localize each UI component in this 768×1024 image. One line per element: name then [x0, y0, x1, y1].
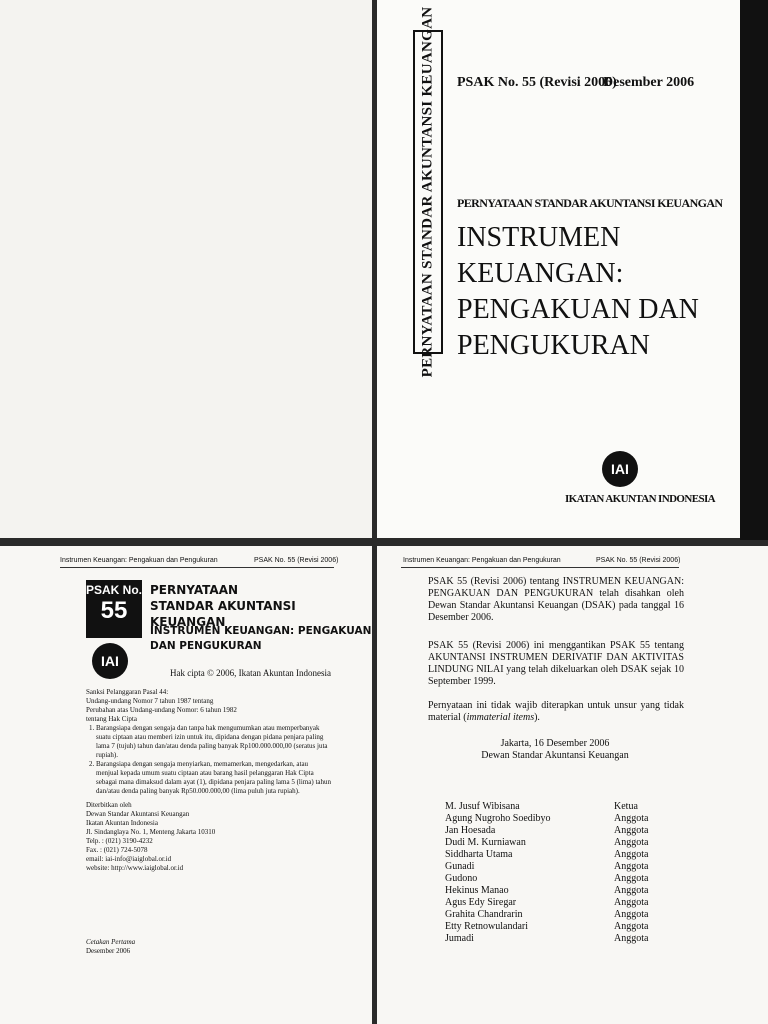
statement-title — [150, 582, 372, 630]
iai-logo: IAI — [92, 643, 128, 679]
member-name: Siddharta Utama — [445, 849, 513, 860]
member-role: Ketua — [614, 801, 638, 812]
member-role: Anggota — [614, 837, 649, 848]
para3-text: Pernyataan ini tidak wajib diterapkan untuk unsur yang tidak material ( — [428, 700, 684, 723]
running-head-right: PSAK No. 55 (Revisi 2006) — [596, 557, 681, 564]
member-role: Anggota — [614, 873, 649, 884]
cover-page — [377, 0, 740, 538]
statement-line: PERNYATAAN — [150, 583, 239, 597]
printing-info — [86, 938, 135, 956]
table-row — [445, 801, 684, 813]
member-name: Jan Hoesada — [445, 825, 496, 836]
table-row — [445, 873, 684, 885]
member-role: Anggota — [614, 825, 649, 836]
law-items — [86, 724, 332, 796]
cover-organization: IKATAN AKUNTAN INDONESIA — [565, 493, 716, 505]
cover-main-title — [457, 220, 740, 364]
table-row — [445, 837, 684, 849]
table-row — [445, 825, 684, 837]
law-header-line: Sanksi Pelanggaran Pasal 44: — [86, 688, 169, 696]
member-role: Anggota — [614, 921, 649, 932]
law-header-line: Perubahan atas Undang-undang Nomor: 6 tahun 1982 — [86, 706, 237, 714]
member-name: Agus Edy Siregar — [445, 897, 517, 908]
table-row — [445, 849, 684, 861]
law-header-line: Undang-undang Nomor 7 tahun 1987 tentang — [86, 697, 214, 705]
para3-emphasis: immaterial items — [466, 712, 535, 723]
member-name: M. Jusuf Wibisana — [445, 801, 520, 812]
cover-psak-code: PSAK No. 55 (Revisi 2006) — [457, 75, 617, 90]
statement-line: STANDAR AKUNTANSI KEUANGAN — [150, 599, 296, 629]
member-name: Gunadi — [445, 861, 475, 872]
place-date: Jakarta, 16 Desember 2006 — [500, 738, 610, 749]
subtitle-line: INSTRUMEN KEUANGAN: PENGAKUAN — [150, 625, 372, 637]
copyright-page — [0, 546, 372, 1024]
approval-paragraph-1: PSAK 55 (Revisi 2006) tentang INSTRUMEN KEUANGAN: PENGAKUAN DAN PENGUKURAN telah disahkan oleh Dewan Standar Akuntansi Keuangan (DSAK) pada tanggal 16 Desember 2006. — [428, 576, 684, 623]
member-name: Grahita Chandrarin — [445, 909, 523, 920]
board-name: Dewan Standar Akuntansi Keuangan — [481, 750, 629, 761]
board-members-table — [445, 801, 684, 945]
law-header-line: tentang Hak Cipta — [86, 715, 137, 723]
member-name: Agung Nugroho Soedibyo — [445, 813, 551, 824]
member-role: Anggota — [614, 909, 649, 920]
cover-series-title: PERNYATAAN STANDAR AKUNTANSI KEUANGAN — [457, 196, 723, 210]
copyright-notice: Hak cipta © 2006, Ikatan Akuntan Indonesia — [170, 668, 332, 678]
cover-title-line: PENGUKURAN — [457, 330, 650, 361]
member-name: Hekinus Manao — [445, 885, 509, 896]
publisher-line: Jl. Sindanglaya No. 1, Menteng Jakarta 10310 — [86, 828, 216, 836]
publisher-line: email: iai-info@iaiglobal.or.id — [86, 855, 172, 863]
running-head-left: Instrumen Keuangan: Pengakuan dan Pengukuran — [403, 557, 561, 564]
badge-label: PSAK No. — [86, 583, 143, 597]
publisher-line: Diterbitkan oleh — [86, 801, 132, 809]
member-name: Gudono — [445, 873, 478, 884]
printing-date: Desember 2006 — [86, 947, 131, 955]
table-row — [445, 909, 684, 921]
approval-paragraph-2: PSAK 55 (Revisi 2006) ini menggantikan PSAK 55 tentang AKUNTANSI INSTRUMEN DERIVATIF DAN AKTIVITAS LINDUNG NILAI yang telah dikeluarkan oleh DSAK sejak 10 September 1999. — [428, 640, 684, 687]
law-item: 2. Barangsiapa dengan sengaja menyiarkan, memamerkan, mengedarkan, atau menjual kepada umum suatu ciptaan atau barang hasil pelanggaran Hak Cipta sebagai mana dimaksud dalam ayat (1), dipidana penjara paling lama 5 (lima) tahun dan/atau denda paling banyak Rp50.000.000,00 (lima puluh juta rupiah). — [96, 760, 332, 796]
table-row — [445, 897, 684, 909]
cover-title-line: PENGAKUAN DAN — [457, 294, 699, 325]
table-row — [445, 921, 684, 933]
cover-title-line: INSTRUMEN KEUANGAN: — [457, 222, 624, 289]
approval-page — [377, 546, 768, 1024]
table-row — [445, 861, 684, 873]
publisher-info — [86, 801, 215, 873]
member-role: Anggota — [614, 861, 649, 872]
running-head-rule — [401, 567, 679, 568]
member-name: Etty Retnowulandari — [445, 921, 529, 932]
page-gutter-horizontal — [0, 538, 768, 546]
running-head-left: Instrumen Keuangan: Pengakuan dan Pengukuran — [60, 557, 218, 564]
scan-edge-shadow — [740, 0, 768, 540]
statement-subtitle — [150, 624, 371, 654]
subtitle-line: DAN PENGUKURAN — [150, 640, 262, 652]
law-sanctions — [86, 688, 332, 796]
law-item: 1. Barangsiapa dengan sengaja dan tanpa hak mengumumkan atau memperbanyak suatu ciptaan atau memberi izin untuk itu, dipidana dengan pidana penjara paling lama 7 (tujuh) tahun dan/atau denda paling banyak Rp100.000.000,00 (seratus juta rupiah). — [96, 724, 332, 760]
table-row — [445, 933, 684, 945]
member-role: Anggota — [614, 849, 649, 860]
table-row — [445, 813, 684, 825]
table-row — [445, 885, 684, 897]
para3-end: ). — [534, 712, 540, 723]
member-role: Anggota — [614, 813, 649, 824]
cover-date: Desember 2006 — [603, 75, 695, 90]
member-role: Anggota — [614, 885, 649, 896]
iai-logo: IAI — [602, 451, 638, 487]
approval-paragraph-3 — [428, 700, 684, 724]
spine-title: PERNYATAAN STANDAR AKUNTANSI KEUANGAN — [419, 6, 436, 378]
running-head-right: PSAK No. 55 (Revisi 2006) — [254, 557, 339, 564]
printing-edition: Cetakan Pertama — [86, 938, 136, 946]
spine-box — [413, 6, 443, 378]
publisher-line: website: http://www.iaiglobal.or.id — [86, 864, 184, 872]
member-role: Anggota — [614, 897, 649, 908]
publisher-line: Fax. : (021) 724-5078 — [86, 846, 148, 854]
publisher-line: Dewan Standar Akuntansi Keuangan — [86, 810, 190, 818]
member-role: Anggota — [614, 933, 649, 944]
member-name: Jumadi — [445, 933, 474, 944]
publisher-line: Ikatan Akuntan Indonesia — [86, 819, 158, 827]
publisher-line: Telp. : (021) 3190-4232 — [86, 837, 153, 845]
running-head-rule — [60, 567, 334, 568]
psak-badge — [86, 580, 142, 638]
badge-number: 55 — [100, 597, 128, 624]
member-name: Dudi M. Kurniawan — [445, 837, 526, 848]
